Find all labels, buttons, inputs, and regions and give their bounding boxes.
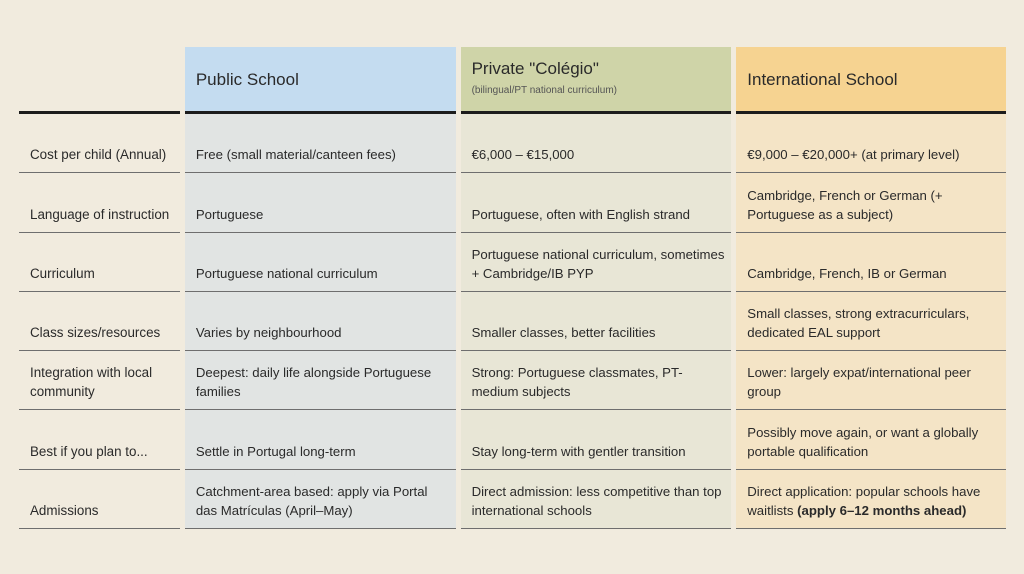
- public-cell: Catchment-area based: apply via Portal das Matrículas (April–May): [185, 470, 456, 529]
- private-cell: €6,000 – €15,000: [461, 114, 732, 173]
- public-cell: Settle in Portugal long-term: [185, 410, 456, 469]
- header-private-sublabel: (bilingual/PT national curriculum): [471, 84, 617, 96]
- table-row: [19, 351, 1006, 410]
- intl-cell-text: Direct application: popular schools have waitlists: [747, 484, 981, 519]
- row-label: Language of instruction: [19, 173, 180, 232]
- table-row: [19, 114, 1006, 173]
- public-cell: Deepest: daily life alongside Portuguese families: [185, 351, 456, 410]
- public-cell: Varies by neighbourhood: [185, 292, 456, 351]
- comparison-table: [19, 47, 1006, 529]
- header-row: [19, 47, 1006, 111]
- intl-cell: Lower: largely expat/international peer group: [736, 351, 1006, 410]
- row-label: Best if you plan to...: [19, 410, 180, 469]
- public-cell: Portuguese: [185, 173, 456, 232]
- header-public-label: Public School: [195, 69, 299, 89]
- private-cell: Direct admission: less competitive than top international schools: [461, 470, 732, 529]
- intl-cell: Cambridge, French or German (+ Portuguese as a subject): [736, 173, 1006, 232]
- table-row: [19, 233, 1006, 292]
- header-intl-label: International School: [747, 69, 898, 89]
- header-empty-cell: [19, 47, 180, 111]
- private-cell: Portuguese, often with English strand: [461, 173, 732, 232]
- private-cell: Strong: Portuguese classmates, PT-medium subjects: [461, 351, 732, 410]
- header-private-label: Private "Colégio": [471, 58, 599, 78]
- table-row: [19, 292, 1006, 351]
- row-label: Integration with local community: [19, 351, 180, 410]
- public-cell: Free (small material/canteen fees): [185, 114, 456, 173]
- header-private-colegio: [461, 47, 732, 111]
- intl-cell: Small classes, strong extracurriculars, dedicated EAL support: [736, 292, 1006, 351]
- private-cell: Portuguese national curriculum, sometimes + Cambridge/IB PYP: [461, 233, 732, 292]
- row-label: Class sizes/resources: [19, 292, 180, 351]
- public-cell: Portuguese national curriculum: [185, 233, 456, 292]
- table-row: [19, 173, 1006, 232]
- header-public-school: [185, 47, 456, 111]
- private-cell: Stay long-term with gentler transition: [461, 410, 732, 469]
- intl-cell-emphasis: (apply 6–12 months ahead): [797, 503, 967, 519]
- intl-cell: [736, 470, 1006, 529]
- row-label: Cost per child (Annual): [19, 114, 180, 173]
- intl-cell: €9,000 – €20,000+ (at primary level): [736, 114, 1006, 173]
- private-cell: Smaller classes, better facilities: [461, 292, 732, 351]
- row-label: Admissions: [19, 470, 180, 529]
- header-international-school: [736, 47, 1006, 111]
- row-label: Curriculum: [19, 233, 180, 292]
- table-row: [19, 410, 1006, 469]
- table-row: [19, 470, 1006, 529]
- intl-cell: Cambridge, French, IB or German: [736, 233, 1006, 292]
- intl-cell: Possibly move again, or want a globally portable qualification: [736, 410, 1006, 469]
